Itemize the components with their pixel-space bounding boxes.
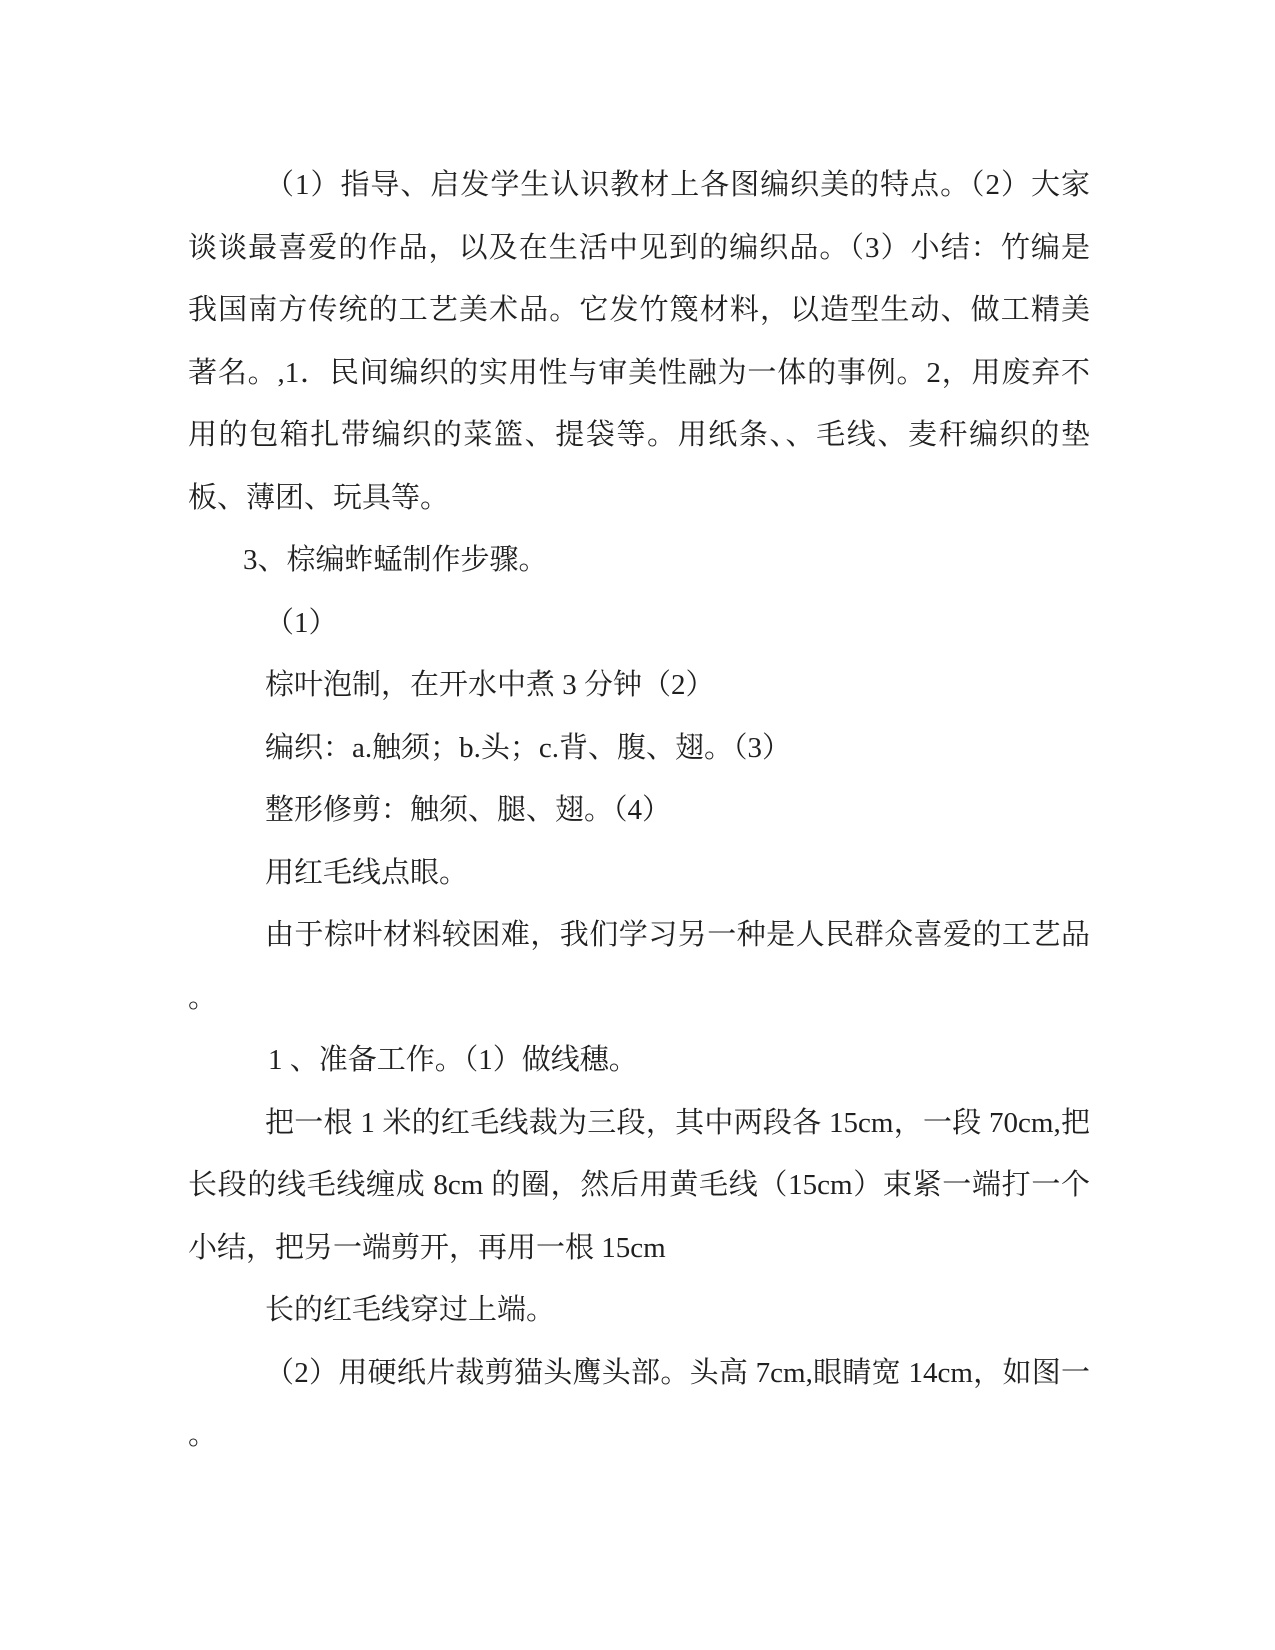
text-line: （2）用硬纸片裁剪猫头鹰头部。头高 7cm,眼睛宽 14cm，如图一 (265, 1356, 1090, 1389)
text-line: 小结，把另一端剪开，再用一根 15cm (188, 1231, 666, 1264)
text-line: 3、棕编蚱蜢制作步骤。 (243, 544, 548, 576)
text-line: 长的红毛线穿过上端。 (265, 1294, 556, 1326)
text-line: 把一根 1 米的红毛线裁为三段，其中两段各 15cm，一段 70cm,把 (265, 1106, 1090, 1139)
text-line: 。 (188, 1419, 218, 1451)
text-line: 长段的线毛线缠成 8cm 的圈，然后用黄毛线（15cm）束紧一端打一个 (188, 1169, 1090, 1201)
text-line: 板、薄团、玩具等。 (188, 481, 450, 514)
text-line: 谈谈最喜爱的作品，以及在生活中见到的编织品。（3）小结：竹编是 (188, 231, 1090, 264)
text-line: 我国南方传统的工艺美术品。它发竹篾材料，以造型生动、做工精美 (188, 294, 1090, 326)
text-line: 编织：a.触须；b.头；c.背、腹、翅。（3） (265, 731, 791, 764)
text-line: （1） (265, 606, 338, 639)
text-line: 整形修剪：触须、腿、翅。（4） (265, 794, 672, 826)
text-line: 1 、准备工作。（1）做线穗。 (268, 1044, 638, 1076)
document-text (188, 154, 1090, 1467)
text-line: 由于棕叶材料较困难，我们学习另一种是人民群众喜爱的工艺品 (265, 919, 1090, 951)
text-line: 著名。,1．民间编织的实用性与审美性融为一体的事例。2，用废弃不 (188, 356, 1090, 389)
text-line: 。 (188, 981, 218, 1014)
text-line: （1）指导、启发学生认识教材上各图编织美的特点。（2）大家 (265, 169, 1090, 201)
text-line: 棕叶泡制，在开水中煮 3 分钟（2） (265, 669, 715, 701)
text-line: 用的包箱扎带编织的菜篮、提袋等。用纸条、、毛线、麦秆编织的垫 (188, 419, 1090, 451)
text-line: 用红毛线点眼。 (265, 856, 469, 889)
